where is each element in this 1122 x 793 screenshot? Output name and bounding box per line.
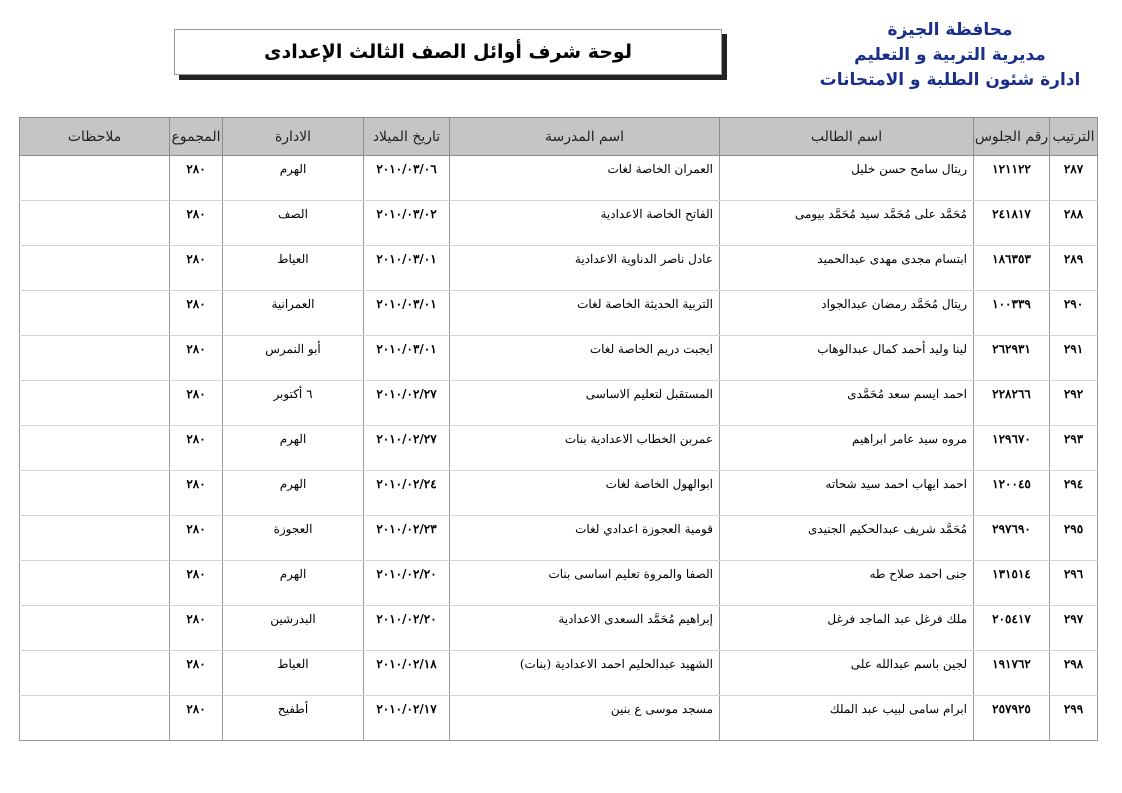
cell-total: ٢٨٠: [170, 201, 223, 246]
cell-notes: [20, 156, 170, 201]
cell-name: مُحَمَّد على مُحَمَّد سيد مُحَمَّد بيومى: [720, 201, 974, 246]
table-row: [20, 201, 1098, 246]
cell-dob: ٢٠١٠/٠٢/٢٣: [364, 516, 450, 561]
column-header-notes: ملاحظات: [20, 118, 170, 156]
cell-name: احمد ايسم سعد مُحَمَّدى: [720, 381, 974, 426]
table-row: [20, 696, 1098, 741]
cell-name: ريتال سامح حسن خليل: [720, 156, 974, 201]
cell-dept: أطفيح: [223, 696, 364, 741]
cell-total: ٢٨٠: [170, 336, 223, 381]
cell-seat: ٢٠٥٤١٧: [974, 606, 1050, 651]
cell-notes: [20, 696, 170, 741]
cell-rank: ٢٩٠: [1050, 291, 1098, 336]
cell-rank: ٢٩٤: [1050, 471, 1098, 516]
cell-dob: ٢٠١٠/٠٢/٢٧: [364, 381, 450, 426]
table-row: [20, 606, 1098, 651]
cell-total: ٢٨٠: [170, 156, 223, 201]
cell-school: الصفا والمروة تعليم اساسى بنات: [450, 561, 720, 606]
cell-total: ٢٨٠: [170, 516, 223, 561]
cell-dob: ٢٠١٠/٠٢/٢٧: [364, 426, 450, 471]
cell-dept: العمرانية: [223, 291, 364, 336]
cell-total: ٢٨٠: [170, 246, 223, 291]
table-row: [20, 336, 1098, 381]
cell-school: عمربن الخطاب الاعدادية بنات: [450, 426, 720, 471]
cell-total: ٢٨٠: [170, 426, 223, 471]
cell-dob: ٢٠١٠/٠٢/١٨: [364, 651, 450, 696]
cell-notes: [20, 336, 170, 381]
cell-name: ابتسام مجدى مهدى عبدالحميد: [720, 246, 974, 291]
cell-name: ملك فرغل عبد الماجد فرغل: [720, 606, 974, 651]
cell-dob: ٢٠١٠/٠٢/٢٠: [364, 561, 450, 606]
column-header-total: المجموع: [170, 118, 223, 156]
cell-dept: أبو النمرس: [223, 336, 364, 381]
cell-school: ابوالهول الخاصة لغات: [450, 471, 720, 516]
page-title-box: [174, 29, 722, 75]
cell-notes: [20, 561, 170, 606]
table-row: [20, 651, 1098, 696]
column-header-school: اسم المدرسة: [450, 118, 720, 156]
cell-name: احمد ايهاب احمد سيد شحاته: [720, 471, 974, 516]
column-header-rank: الترتيب: [1050, 118, 1098, 156]
directorate-line: مديرية التربية و التعليم: [854, 45, 1046, 65]
cell-dob: ٢٠١٠/٠٢/١٧: [364, 696, 450, 741]
honor-roll-table: [19, 117, 1098, 741]
cell-total: ٢٨٠: [170, 561, 223, 606]
cell-dept: العياط: [223, 246, 364, 291]
cell-notes: [20, 606, 170, 651]
table-row: [20, 516, 1098, 561]
cell-rank: ٢٩٧: [1050, 606, 1098, 651]
governorate-line: محافظة الجيزة: [887, 20, 1013, 40]
cell-total: ٢٨٠: [170, 381, 223, 426]
cell-dob: ٢٠١٠/٠٢/٢٠: [364, 606, 450, 651]
cell-dob: ٢٠١٠/٠٣/٠١: [364, 291, 450, 336]
cell-total: ٢٨٠: [170, 291, 223, 336]
cell-notes: [20, 246, 170, 291]
cell-seat: ١٢١١٢٢: [974, 156, 1050, 201]
cell-notes: [20, 471, 170, 516]
table-row: [20, 426, 1098, 471]
cell-dept: الهرم: [223, 561, 364, 606]
cell-school: المستقبل لتعليم الاساسى: [450, 381, 720, 426]
cell-seat: ٢٩٧٦٩٠: [974, 516, 1050, 561]
cell-school: قومية العجوزة اعدادي لغات: [450, 516, 720, 561]
cell-seat: ١٠٠٣٣٩: [974, 291, 1050, 336]
table-row: [20, 381, 1098, 426]
administration-line: ادارة شئون الطلبة و الامتحانات: [819, 70, 1081, 90]
cell-dept: العياط: [223, 651, 364, 696]
cell-dept: العجوزة: [223, 516, 364, 561]
cell-seat: ٢٢٨٢٦٦: [974, 381, 1050, 426]
cell-dept: ٦ أكتوبر: [223, 381, 364, 426]
cell-seat: ١٢٠٠٤٥: [974, 471, 1050, 516]
cell-dept: الهرم: [223, 156, 364, 201]
cell-rank: ٢٨٧: [1050, 156, 1098, 201]
cell-rank: ٢٨٨: [1050, 201, 1098, 246]
cell-seat: ١٨٦٣٥٣: [974, 246, 1050, 291]
cell-notes: [20, 201, 170, 246]
cell-notes: [20, 381, 170, 426]
cell-name: مُحَمَّد شريف عبدالحكيم الجنيدى: [720, 516, 974, 561]
cell-rank: ٢٩٦: [1050, 561, 1098, 606]
cell-name: ريتال مُحَمَّد رمضان عبدالجواد: [720, 291, 974, 336]
cell-seat: ٢٥٧٩٢٥: [974, 696, 1050, 741]
cell-rank: ٢٩٩: [1050, 696, 1098, 741]
table-row: [20, 561, 1098, 606]
cell-name: جنى احمد صلاح طه: [720, 561, 974, 606]
cell-seat: ٢٦٢٩٣١: [974, 336, 1050, 381]
cell-dob: ٢٠١٠/٠٣/٠١: [364, 336, 450, 381]
cell-school: العمران الخاصة لغات: [450, 156, 720, 201]
cell-seat: ١٣١٥١٤: [974, 561, 1050, 606]
column-header-dept: الادارة: [223, 118, 364, 156]
column-header-dob: تاريخ الميلاد: [364, 118, 450, 156]
cell-notes: [20, 291, 170, 336]
cell-school: ايجبت دريم الخاصة لغات: [450, 336, 720, 381]
cell-rank: ٢٩١: [1050, 336, 1098, 381]
column-header-seat: رقم الجلوس: [974, 118, 1050, 156]
cell-school: مسجد موسى ع بنين: [450, 696, 720, 741]
cell-dept: البدرشين: [223, 606, 364, 651]
table-row: [20, 291, 1098, 336]
cell-rank: ٢٨٩: [1050, 246, 1098, 291]
cell-dept: الهرم: [223, 426, 364, 471]
table-row: [20, 156, 1098, 201]
cell-seat: ١٩١٧٦٢: [974, 651, 1050, 696]
cell-total: ٢٨٠: [170, 606, 223, 651]
cell-total: ٢٨٠: [170, 696, 223, 741]
cell-name: لينا وليد أحمد كمال عبدالوهاب: [720, 336, 974, 381]
cell-dept: الهرم: [223, 471, 364, 516]
table-header-row: [20, 118, 1098, 156]
cell-name: لجين باسم عبدالله على: [720, 651, 974, 696]
cell-seat: ١٢٩٦٧٠: [974, 426, 1050, 471]
cell-school: الشهيد عبدالحليم احمد الاعدادية (بنات): [450, 651, 720, 696]
cell-rank: ٢٩٢: [1050, 381, 1098, 426]
cell-rank: ٢٩٣: [1050, 426, 1098, 471]
organization-header: [800, 18, 1100, 93]
cell-school: إبراهيم مُحَمَّد السعدى الاعدادية: [450, 606, 720, 651]
cell-dob: ٢٠١٠/٠٢/٢٤: [364, 471, 450, 516]
cell-seat: ٢٤١٨١٧: [974, 201, 1050, 246]
cell-notes: [20, 651, 170, 696]
cell-dob: ٢٠١٠/٠٣/٠٦: [364, 156, 450, 201]
cell-dob: ٢٠١٠/٠٣/٠٢: [364, 201, 450, 246]
cell-school: التربية الحديثة الخاصة لغات: [450, 291, 720, 336]
table-row: [20, 246, 1098, 291]
cell-school: عادل ناصر الدناوية الاعدادية: [450, 246, 720, 291]
cell-name: مروه سيد عامر ابراهيم: [720, 426, 974, 471]
cell-dob: ٢٠١٠/٠٣/٠١: [364, 246, 450, 291]
page-title: لوحة شرف أوائل الصف الثالث الإعدادى: [264, 41, 632, 63]
cell-notes: [20, 516, 170, 561]
table-row: [20, 471, 1098, 516]
column-header-name: اسم الطالب: [720, 118, 974, 156]
cell-name: ابرام سامى لبيب عبد الملك: [720, 696, 974, 741]
cell-rank: ٢٩٥: [1050, 516, 1098, 561]
cell-rank: ٢٩٨: [1050, 651, 1098, 696]
cell-total: ٢٨٠: [170, 471, 223, 516]
cell-school: الفاتح الخاصة الاعدادية: [450, 201, 720, 246]
cell-notes: [20, 426, 170, 471]
cell-dept: الصف: [223, 201, 364, 246]
cell-total: ٢٨٠: [170, 651, 223, 696]
